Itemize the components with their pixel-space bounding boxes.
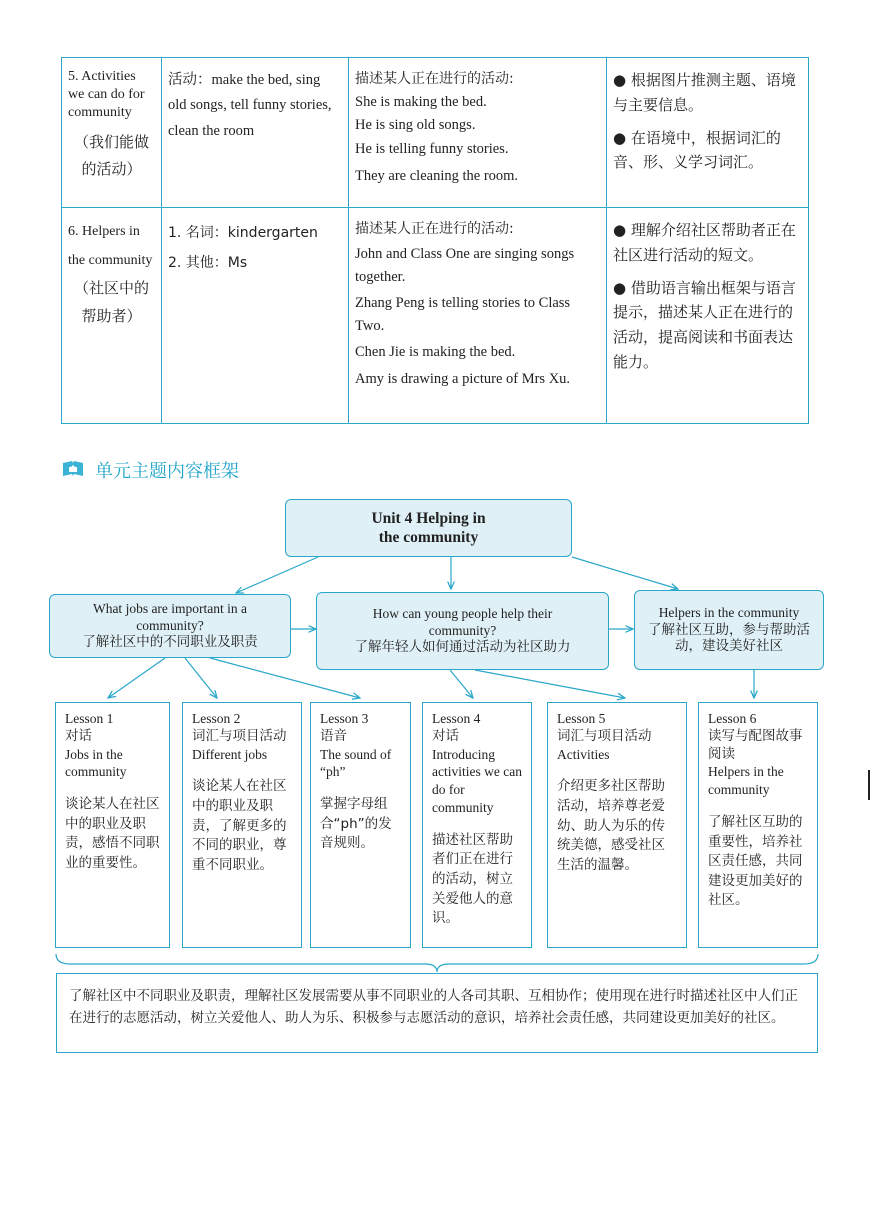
lesson-box [698, 702, 818, 948]
lesson-title: Lesson 5 [557, 711, 606, 726]
lesson-title: Lesson 2 [192, 711, 241, 726]
lesson-title: Lesson 6 [708, 711, 757, 726]
lesson-name: Jobs in the community [65, 746, 127, 780]
lesson-name: Introducing activities we can do for community [432, 746, 522, 816]
lesson-type: 词汇与项目活动 [192, 727, 287, 744]
sentence: She is making the bed. [355, 93, 487, 110]
root-line1: Unit 4 Helping in [371, 509, 486, 527]
subtopic-en: How can young people help their community? [372, 605, 553, 638]
lesson-desc: 描述社区帮助者们正在进行的活动，树立关爱他人的意识。 [432, 831, 513, 927]
lesson-box [547, 702, 687, 948]
lesson-type: 读写与配图故事阅读 [708, 727, 803, 762]
subtopic-box [316, 592, 609, 670]
lesson-box [310, 702, 411, 948]
lesson-title: Lesson 4 [432, 711, 481, 726]
topic-zh: （我们能做的活动） [73, 132, 149, 179]
lesson-type: 词汇与项目活动 [557, 727, 652, 744]
sentence: Zhang Peng is telling stories to Class Two. [355, 294, 571, 335]
subtopic-box [49, 594, 291, 658]
lesson-box [55, 702, 170, 948]
lesson-box [422, 702, 532, 948]
lesson-desc: 谈论某人在社区中的职业及职责，了解更多的不同的职业，尊重不同职业。 [192, 778, 287, 873]
lesson-name: The sound of “ph” [320, 746, 392, 780]
sentence: They are cleaning the room. [355, 168, 519, 185]
summary-text: 了解社区中不同职业及职责，理解社区发展需要从事不同职业的人各司其职、互相协作；使用现在进行时描述社区中人们正在进行的志愿活动，树立关爱他人、助人为乐、积极参与志愿活动的意识，培养社会责任感，共同建设更加美好的社区。 [69, 988, 798, 1026]
root-line2: the community [378, 529, 479, 546]
section-title: 单元主题内容框架 [95, 461, 239, 482]
subtopic-zh: 了解年轻人如何通过活动为社区助力 [354, 639, 571, 656]
lesson-desc: 介绍更多社区帮助活动，培养尊老爱幼、助人为乐的传统美德，感受社区生活的温馨。 [557, 778, 665, 873]
sentence: Chen Jie is making the bed. [355, 343, 516, 360]
lesson-desc: 掌握字母组合“ph”的发音规则。 [320, 796, 392, 852]
topic-en: 6. Helpers in the community [68, 224, 153, 268]
goal-item: ● 根据图片推测主题、语境与主要信息。 [613, 71, 796, 114]
topic-zh: （社区中的帮助者） [73, 279, 149, 326]
subtopic-box [634, 590, 824, 670]
lesson-box [182, 702, 302, 948]
subtopic-en: What jobs are important in a community? [92, 600, 248, 633]
sentence: He is telling funny stories. [355, 140, 509, 157]
sentences-heading: 描述某人正在进行的活动: [355, 221, 514, 237]
vocab-line: 2. 其他：Ms [168, 254, 248, 271]
sentence: John and Class One are singing songs together. [355, 245, 575, 286]
goal-item: ● 理解介绍社区帮助者正在社区进行活动的短文。 [613, 221, 796, 264]
sentence: Amy is drawing a picture of Mrs Xu. [355, 371, 571, 388]
lesson-desc: 了解社区互助的重要性，培养社区责任感，共同建设更加美好的社区。 [708, 814, 803, 909]
unit-root-box [285, 499, 572, 557]
lesson-type: 对话 [65, 727, 92, 744]
lesson-title: Lesson 3 [320, 711, 369, 726]
summary-box [56, 973, 818, 1053]
lesson-type: 对话 [432, 727, 459, 744]
vocab-line: 1. 名词：kindergarten [168, 225, 318, 241]
lesson-name: Activities [557, 746, 610, 762]
sentence: He is sing old songs. [355, 117, 476, 134]
lesson-title: Lesson 1 [65, 711, 114, 726]
lesson-type: 语音 [320, 727, 347, 744]
subtopic-zh: 了解社区中的不同职业及职责 [82, 634, 258, 651]
lesson-name: Helpers in the community [708, 764, 784, 798]
sentences-heading: 描述某人正在进行的活动: [355, 71, 514, 87]
goal-item: ● 借助语言输出框架与语言提示，描述某人正在进行的活动，提高阅读和书面表达能力。 [613, 278, 796, 371]
vocab-line: 活动：make the bed, sing old songs, tell funny stories, clean the room [168, 72, 332, 139]
lesson-name: Different jobs [192, 746, 268, 762]
topic-en: 5. Activities we can do for community [68, 69, 145, 121]
subtopic-en: Helpers in the community [658, 604, 800, 620]
lesson-desc: 谈论某人在社区中的职业及职责，感悟不同职业的重要性。 [65, 796, 160, 871]
subtopic-zh: 了解社区互助，参与帮助活动，建设美好社区 [648, 621, 810, 655]
goal-item: ● 在语境中，根据词汇的音、形、义学习词汇。 [613, 128, 781, 172]
